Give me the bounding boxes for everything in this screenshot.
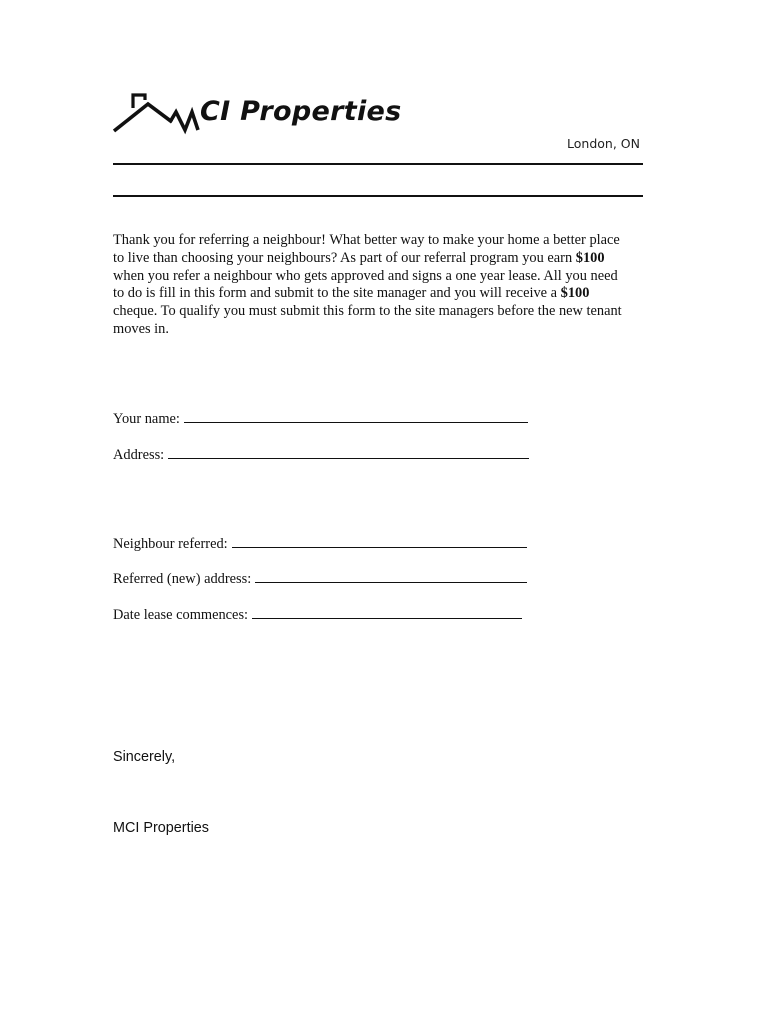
neighbour-referred-field	[113, 535, 527, 553]
intro-line-5: cheque. To qualify you must submit this form to the site managers before the new tenant	[113, 303, 622, 320]
logo-text: CI Properties	[200, 96, 402, 127]
intro-paragraph	[113, 232, 658, 339]
address-field	[113, 446, 529, 464]
location-text: London, ON	[567, 136, 640, 151]
company-logo	[112, 90, 442, 138]
address-input[interactable]	[168, 446, 529, 459]
your-name-label: Your name:	[113, 411, 180, 427]
lease-date-input[interactable]	[252, 606, 522, 619]
header-rule-top	[113, 163, 643, 165]
new-address-label: Referred (new) address:	[113, 571, 252, 587]
new-address-input[interactable]	[255, 570, 527, 583]
intro-line-2: to live than choosing your neighbours? As part of our referral program you earn $100	[113, 249, 605, 266]
intro-line-1: Thank you for referring a neighbour! What better way to make your home a better place	[113, 232, 620, 248]
closing-sincerely: Sincerely,	[113, 749, 176, 765]
reward-amount-cheque: $100	[560, 285, 590, 302]
lease-date-label: Date lease commences:	[113, 607, 249, 623]
reward-amount: $100	[575, 249, 605, 266]
intro-line-4: to do is fill in this form and submit to the site manager and you will receive a $100	[113, 285, 590, 302]
lease-date-field	[113, 606, 522, 624]
neighbour-referred-label: Neighbour referred:	[113, 536, 228, 552]
your-name-field	[113, 410, 528, 428]
address-label: Address:	[113, 447, 165, 463]
new-address-field	[113, 570, 527, 588]
intro-line-3: when you refer a neighbour who gets approved and signs a one year lease. All you need	[113, 267, 618, 284]
header-rule-bottom	[113, 195, 643, 197]
intro-line-6: moves in.	[113, 320, 169, 337]
your-name-input[interactable]	[184, 410, 528, 423]
closing-signature: MCI Properties	[113, 820, 209, 836]
house-roof-logo-icon	[112, 90, 212, 138]
neighbour-referred-input[interactable]	[232, 535, 527, 548]
